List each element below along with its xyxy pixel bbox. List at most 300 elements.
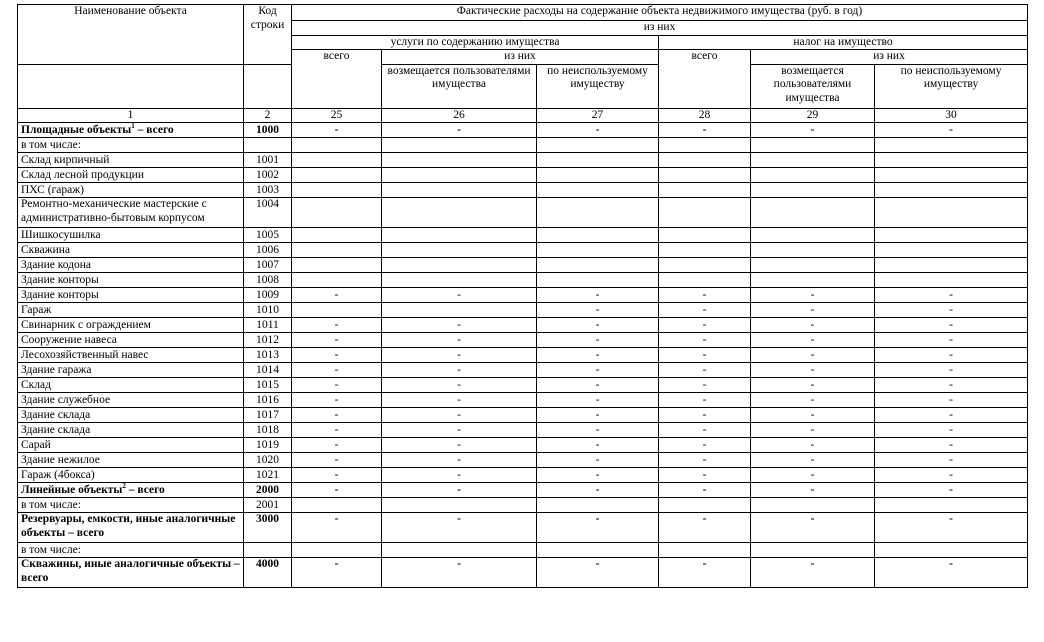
value-cell-col-25: - bbox=[292, 423, 382, 438]
value-cell-col-30: - bbox=[875, 483, 1028, 498]
object-name: Ремонтно-механические мастерские с административно-бытовым корпусом bbox=[21, 198, 207, 224]
object-name: Свинарник с ограждением bbox=[21, 319, 151, 331]
value-cell-col-30 bbox=[875, 498, 1028, 513]
value-cell-col-29 bbox=[751, 168, 875, 183]
value-cell-col-27: - bbox=[537, 318, 659, 333]
column-number: 2 bbox=[244, 108, 292, 123]
value-cell-col-26: - bbox=[382, 468, 537, 483]
value-cell-col-26 bbox=[382, 168, 537, 183]
value-cell-col-25 bbox=[292, 303, 382, 318]
value-cell-col-26 bbox=[382, 228, 537, 243]
value-cell-col-29: - bbox=[751, 393, 875, 408]
header-tax-total: всего bbox=[659, 50, 751, 109]
value-cell-col-30: - bbox=[875, 363, 1028, 378]
object-name-cell bbox=[18, 243, 244, 258]
value-cell-col-30: - bbox=[875, 453, 1028, 468]
table-row bbox=[18, 558, 1028, 588]
value-cell-col-25: - bbox=[292, 378, 382, 393]
row-code: 1002 bbox=[244, 168, 292, 183]
value-cell-col-30: - bbox=[875, 438, 1028, 453]
value-cell-col-30: - bbox=[875, 423, 1028, 438]
value-cell-col-30 bbox=[875, 138, 1028, 153]
value-cell-col-29: - bbox=[751, 378, 875, 393]
value-cell-col-29: - bbox=[751, 423, 875, 438]
object-name-cell bbox=[18, 408, 244, 423]
value-cell-col-26: - bbox=[382, 348, 537, 363]
object-name: в том числе: bbox=[21, 544, 81, 556]
value-cell-col-30 bbox=[875, 153, 1028, 168]
row-code: 1015 bbox=[244, 378, 292, 393]
row-code: 1004 bbox=[244, 198, 292, 228]
object-name-cell bbox=[18, 498, 244, 513]
header-row-code: Код строки bbox=[244, 5, 292, 65]
header-name-continued bbox=[18, 64, 244, 108]
value-cell-col-27: - bbox=[537, 513, 659, 543]
table-row bbox=[18, 438, 1028, 453]
object-name-cell bbox=[18, 258, 244, 273]
value-cell-col-27 bbox=[537, 543, 659, 558]
value-cell-col-27 bbox=[537, 138, 659, 153]
value-cell-col-30 bbox=[875, 258, 1028, 273]
table-row bbox=[18, 168, 1028, 183]
object-name: в том числе: bbox=[21, 139, 81, 151]
object-name: Здание кодона bbox=[21, 259, 91, 271]
table-row bbox=[18, 273, 1028, 288]
value-cell-col-30 bbox=[875, 228, 1028, 243]
table-row bbox=[18, 228, 1028, 243]
value-cell-col-28 bbox=[659, 198, 751, 228]
object-name: Здание гаража bbox=[21, 364, 92, 376]
value-cell-col-27 bbox=[537, 243, 659, 258]
row-code: 1019 bbox=[244, 438, 292, 453]
table-row bbox=[18, 318, 1028, 333]
object-name-cell bbox=[18, 288, 244, 303]
value-cell-col-25 bbox=[292, 228, 382, 243]
value-cell-col-30: - bbox=[875, 558, 1028, 588]
value-cell-col-26 bbox=[382, 303, 537, 318]
value-cell-col-27: - bbox=[537, 288, 659, 303]
table-row bbox=[18, 423, 1028, 438]
value-cell-col-30: - bbox=[875, 513, 1028, 543]
header-tax-unused: по неиспользуемому имуществу bbox=[875, 64, 1028, 108]
header-services-of-them: из них bbox=[382, 50, 659, 65]
table-row bbox=[18, 333, 1028, 348]
value-cell-col-28: - bbox=[659, 558, 751, 588]
table-row bbox=[18, 243, 1028, 258]
value-cell-col-28: - bbox=[659, 123, 751, 138]
value-cell-col-29: - bbox=[751, 513, 875, 543]
row-code: 1014 bbox=[244, 363, 292, 378]
value-cell-col-27: - bbox=[537, 423, 659, 438]
header-services-unused: по неиспользуемому имуществу bbox=[537, 64, 659, 108]
value-cell-col-28 bbox=[659, 273, 751, 288]
value-cell-col-30: - bbox=[875, 303, 1028, 318]
value-cell-col-28 bbox=[659, 183, 751, 198]
value-cell-col-25: - bbox=[292, 453, 382, 468]
header-of-them: из них bbox=[292, 21, 1028, 36]
column-number: 29 bbox=[751, 108, 875, 123]
value-cell-col-25: - bbox=[292, 513, 382, 543]
row-code: 1007 bbox=[244, 258, 292, 273]
value-cell-col-28 bbox=[659, 543, 751, 558]
table-row bbox=[18, 258, 1028, 273]
value-cell-col-30: - bbox=[875, 468, 1028, 483]
object-name: Резервуары, емкости, иные аналогичные объекты – всего bbox=[21, 513, 236, 539]
value-cell-col-30 bbox=[875, 543, 1028, 558]
value-cell-col-26 bbox=[382, 153, 537, 168]
object-name-cell bbox=[18, 483, 244, 498]
object-name-cell bbox=[18, 468, 244, 483]
row-code: 1009 bbox=[244, 288, 292, 303]
object-name: Лесохозяйственный навес bbox=[21, 349, 149, 361]
object-name-cell bbox=[18, 453, 244, 468]
value-cell-col-25: - bbox=[292, 393, 382, 408]
value-cell-col-27 bbox=[537, 183, 659, 198]
object-name-cell bbox=[18, 348, 244, 363]
column-number: 30 bbox=[875, 108, 1028, 123]
value-cell-col-26 bbox=[382, 258, 537, 273]
object-name: Здание склада bbox=[21, 409, 91, 421]
object-name-cell bbox=[18, 168, 244, 183]
table-row bbox=[18, 513, 1028, 543]
object-name-cell bbox=[18, 123, 244, 138]
value-cell-col-27: - bbox=[537, 393, 659, 408]
value-cell-col-28 bbox=[659, 258, 751, 273]
value-cell-col-30: - bbox=[875, 393, 1028, 408]
value-cell-col-27: - bbox=[537, 408, 659, 423]
value-cell-col-25 bbox=[292, 198, 382, 228]
value-cell-col-28: - bbox=[659, 318, 751, 333]
value-cell-col-27 bbox=[537, 198, 659, 228]
object-name: Шишкосушилка bbox=[21, 229, 101, 241]
object-name-suffix: – всего bbox=[134, 124, 174, 136]
value-cell-col-25 bbox=[292, 498, 382, 513]
value-cell-col-28: - bbox=[659, 438, 751, 453]
value-cell-col-25 bbox=[292, 273, 382, 288]
row-code: 1001 bbox=[244, 153, 292, 168]
object-name-cell bbox=[18, 438, 244, 453]
table-row bbox=[18, 363, 1028, 378]
object-name-cell bbox=[18, 318, 244, 333]
value-cell-col-26 bbox=[382, 138, 537, 153]
value-cell-col-29: - bbox=[751, 483, 875, 498]
value-cell-col-28: - bbox=[659, 333, 751, 348]
object-name: Линейные объекты bbox=[21, 484, 123, 496]
value-cell-col-26: - bbox=[382, 123, 537, 138]
value-cell-col-25 bbox=[292, 543, 382, 558]
value-cell-col-30: - bbox=[875, 288, 1028, 303]
value-cell-col-25 bbox=[292, 168, 382, 183]
table-row bbox=[18, 483, 1028, 498]
table-row bbox=[18, 543, 1028, 558]
value-cell-col-29: - bbox=[751, 333, 875, 348]
row-code: 2001 bbox=[244, 498, 292, 513]
value-cell-col-27 bbox=[537, 258, 659, 273]
object-name-cell bbox=[18, 378, 244, 393]
value-cell-col-28: - bbox=[659, 393, 751, 408]
table-row bbox=[18, 288, 1028, 303]
object-name: Здание служебное bbox=[21, 394, 111, 406]
row-code: 1008 bbox=[244, 273, 292, 288]
value-cell-col-26 bbox=[382, 183, 537, 198]
header-services: услуги по содержанию имущества bbox=[292, 35, 659, 50]
value-cell-col-25 bbox=[292, 258, 382, 273]
value-cell-col-28: - bbox=[659, 408, 751, 423]
row-code: 1006 bbox=[244, 243, 292, 258]
value-cell-col-26: - bbox=[382, 393, 537, 408]
value-cell-col-26: - bbox=[382, 513, 537, 543]
table-row bbox=[18, 183, 1028, 198]
value-cell-col-26: - bbox=[382, 408, 537, 423]
value-cell-col-28: - bbox=[659, 288, 751, 303]
value-cell-col-27 bbox=[537, 228, 659, 243]
value-cell-col-29: - bbox=[751, 303, 875, 318]
value-cell-col-29: - bbox=[751, 348, 875, 363]
value-cell-col-27: - bbox=[537, 483, 659, 498]
column-number: 1 bbox=[18, 108, 244, 123]
row-code: 1017 bbox=[244, 408, 292, 423]
object-name: в том числе: bbox=[21, 499, 81, 511]
value-cell-col-25: - bbox=[292, 363, 382, 378]
row-code: 1005 bbox=[244, 228, 292, 243]
value-cell-col-27: - bbox=[537, 303, 659, 318]
value-cell-col-25 bbox=[292, 138, 382, 153]
object-name-cell bbox=[18, 153, 244, 168]
value-cell-col-30 bbox=[875, 273, 1028, 288]
object-name: Склад bbox=[21, 379, 51, 391]
value-cell-col-29: - bbox=[751, 438, 875, 453]
value-cell-col-26: - bbox=[382, 483, 537, 498]
value-cell-col-25 bbox=[292, 183, 382, 198]
value-cell-col-26: - bbox=[382, 333, 537, 348]
object-name: Сооружение навеса bbox=[21, 334, 117, 346]
value-cell-col-30 bbox=[875, 243, 1028, 258]
value-cell-col-30: - bbox=[875, 333, 1028, 348]
row-code: 3000 bbox=[244, 513, 292, 543]
value-cell-col-29: - bbox=[751, 123, 875, 138]
object-name: Склад лесной продукции bbox=[21, 169, 144, 181]
expenses-table bbox=[17, 4, 1028, 588]
value-cell-col-30 bbox=[875, 168, 1028, 183]
value-cell-col-29: - bbox=[751, 408, 875, 423]
value-cell-col-27 bbox=[537, 273, 659, 288]
value-cell-col-28: - bbox=[659, 363, 751, 378]
row-code: 4000 bbox=[244, 558, 292, 588]
value-cell-col-29: - bbox=[751, 558, 875, 588]
object-name: Площадные объекты bbox=[21, 124, 132, 136]
value-cell-col-30 bbox=[875, 183, 1028, 198]
value-cell-col-28: - bbox=[659, 378, 751, 393]
column-number: 28 bbox=[659, 108, 751, 123]
value-cell-col-30: - bbox=[875, 378, 1028, 393]
value-cell-col-29: - bbox=[751, 288, 875, 303]
footnote-mark: 2 bbox=[122, 482, 126, 491]
value-cell-col-27: - bbox=[537, 468, 659, 483]
table-row bbox=[18, 453, 1028, 468]
table-row bbox=[18, 408, 1028, 423]
value-cell-col-30: - bbox=[875, 408, 1028, 423]
object-name-suffix: – всего bbox=[125, 484, 165, 496]
row-code: 1021 bbox=[244, 468, 292, 483]
object-name-cell bbox=[18, 393, 244, 408]
object-name-cell bbox=[18, 138, 244, 153]
value-cell-col-29 bbox=[751, 153, 875, 168]
header-tax-reimbursed: возмещается пользователями имущества bbox=[751, 64, 875, 108]
row-code: 1000 bbox=[244, 123, 292, 138]
value-cell-col-26: - bbox=[382, 558, 537, 588]
object-name: Склад кирпичный bbox=[21, 154, 110, 166]
value-cell-col-28 bbox=[659, 138, 751, 153]
row-code: 1016 bbox=[244, 393, 292, 408]
object-name-cell bbox=[18, 558, 244, 588]
value-cell-col-29 bbox=[751, 138, 875, 153]
value-cell-col-25 bbox=[292, 243, 382, 258]
value-cell-col-30: - bbox=[875, 348, 1028, 363]
value-cell-col-29 bbox=[751, 543, 875, 558]
value-cell-col-29: - bbox=[751, 318, 875, 333]
value-cell-col-27: - bbox=[537, 438, 659, 453]
table-row bbox=[18, 348, 1028, 363]
value-cell-col-26: - bbox=[382, 423, 537, 438]
header-services-total: всего bbox=[292, 50, 382, 109]
value-cell-col-27 bbox=[537, 168, 659, 183]
object-name-cell bbox=[18, 513, 244, 543]
value-cell-col-27: - bbox=[537, 363, 659, 378]
value-cell-col-29 bbox=[751, 243, 875, 258]
value-cell-col-29 bbox=[751, 498, 875, 513]
table-row bbox=[18, 123, 1028, 138]
value-cell-col-27: - bbox=[537, 333, 659, 348]
column-number: 27 bbox=[537, 108, 659, 123]
value-cell-col-27 bbox=[537, 153, 659, 168]
value-cell-col-27: - bbox=[537, 558, 659, 588]
value-cell-col-28: - bbox=[659, 303, 751, 318]
table-row bbox=[18, 303, 1028, 318]
value-cell-col-28 bbox=[659, 243, 751, 258]
row-code bbox=[244, 138, 292, 153]
row-code: 1003 bbox=[244, 183, 292, 198]
value-cell-col-25: - bbox=[292, 123, 382, 138]
object-name: Здание конторы bbox=[21, 274, 99, 286]
value-cell-col-28 bbox=[659, 228, 751, 243]
value-cell-col-28: - bbox=[659, 513, 751, 543]
value-cell-col-29 bbox=[751, 273, 875, 288]
value-cell-col-26: - bbox=[382, 363, 537, 378]
value-cell-col-28 bbox=[659, 153, 751, 168]
value-cell-col-25 bbox=[292, 153, 382, 168]
object-name-cell bbox=[18, 543, 244, 558]
object-name-cell bbox=[18, 333, 244, 348]
value-cell-col-26: - bbox=[382, 318, 537, 333]
value-cell-col-26 bbox=[382, 498, 537, 513]
row-code: 1013 bbox=[244, 348, 292, 363]
row-code: 1018 bbox=[244, 423, 292, 438]
value-cell-col-27: - bbox=[537, 453, 659, 468]
header-object-name: Наименование объекта bbox=[18, 5, 244, 65]
header-property-tax: налог на имущество bbox=[659, 35, 1028, 50]
object-name: Сарай bbox=[21, 439, 51, 451]
value-cell-col-29: - bbox=[751, 468, 875, 483]
row-code bbox=[244, 543, 292, 558]
object-name: Скважины, иные аналогичные объекты – всего bbox=[21, 558, 240, 584]
header-tax-of-them: из них bbox=[751, 50, 1028, 65]
value-cell-col-29 bbox=[751, 228, 875, 243]
value-cell-col-28: - bbox=[659, 483, 751, 498]
column-number-row bbox=[18, 108, 1028, 123]
table-row bbox=[18, 393, 1028, 408]
value-cell-col-26: - bbox=[382, 438, 537, 453]
value-cell-col-30 bbox=[875, 198, 1028, 228]
object-name-cell bbox=[18, 303, 244, 318]
object-name: Здание конторы bbox=[21, 289, 99, 301]
value-cell-col-27: - bbox=[537, 378, 659, 393]
table-row bbox=[18, 468, 1028, 483]
table-row bbox=[18, 153, 1028, 168]
value-cell-col-26: - bbox=[382, 378, 537, 393]
value-cell-col-29: - bbox=[751, 363, 875, 378]
object-name-cell bbox=[18, 183, 244, 198]
value-cell-col-28: - bbox=[659, 348, 751, 363]
value-cell-col-25: - bbox=[292, 333, 382, 348]
value-cell-col-25: - bbox=[292, 318, 382, 333]
value-cell-col-26 bbox=[382, 543, 537, 558]
header-actual-expenses: Фактические расходы на содержание объекта недвижимого имущества (руб. в год) bbox=[292, 5, 1028, 21]
object-name: Здание нежилое bbox=[21, 454, 100, 466]
value-cell-col-28: - bbox=[659, 453, 751, 468]
value-cell-col-25: - bbox=[292, 288, 382, 303]
object-name-cell bbox=[18, 273, 244, 288]
value-cell-col-29 bbox=[751, 258, 875, 273]
object-name-cell bbox=[18, 423, 244, 438]
header-code-continued bbox=[244, 64, 292, 108]
object-name-cell bbox=[18, 363, 244, 378]
row-code: 1010 bbox=[244, 303, 292, 318]
value-cell-col-25: - bbox=[292, 558, 382, 588]
value-cell-col-25: - bbox=[292, 483, 382, 498]
value-cell-col-30: - bbox=[875, 318, 1028, 333]
value-cell-col-26 bbox=[382, 198, 537, 228]
value-cell-col-25: - bbox=[292, 438, 382, 453]
object-name: Здание склада bbox=[21, 424, 91, 436]
value-cell-col-29 bbox=[751, 198, 875, 228]
value-cell-col-27 bbox=[537, 498, 659, 513]
object-name: ПХС (гараж) bbox=[21, 184, 84, 196]
row-code: 1012 bbox=[244, 333, 292, 348]
table-row bbox=[18, 198, 1028, 228]
table-row bbox=[18, 498, 1028, 513]
row-code: 2000 bbox=[244, 483, 292, 498]
value-cell-col-28 bbox=[659, 498, 751, 513]
table-row bbox=[18, 378, 1028, 393]
value-cell-col-27: - bbox=[537, 123, 659, 138]
object-name: Скважина bbox=[21, 244, 70, 256]
value-cell-col-29 bbox=[751, 183, 875, 198]
header-services-reimbursed: возмещается пользователями имущества bbox=[382, 64, 537, 108]
column-number: 25 bbox=[292, 108, 382, 123]
value-cell-col-26 bbox=[382, 243, 537, 258]
value-cell-col-26 bbox=[382, 273, 537, 288]
table-row bbox=[18, 138, 1028, 153]
value-cell-col-30: - bbox=[875, 123, 1028, 138]
value-cell-col-26: - bbox=[382, 453, 537, 468]
object-name: Гараж bbox=[21, 304, 52, 316]
value-cell-col-25: - bbox=[292, 348, 382, 363]
value-cell-col-25: - bbox=[292, 468, 382, 483]
footnote-mark: 1 bbox=[131, 122, 135, 131]
row-code: 1011 bbox=[244, 318, 292, 333]
value-cell-col-28 bbox=[659, 168, 751, 183]
value-cell-col-28: - bbox=[659, 423, 751, 438]
